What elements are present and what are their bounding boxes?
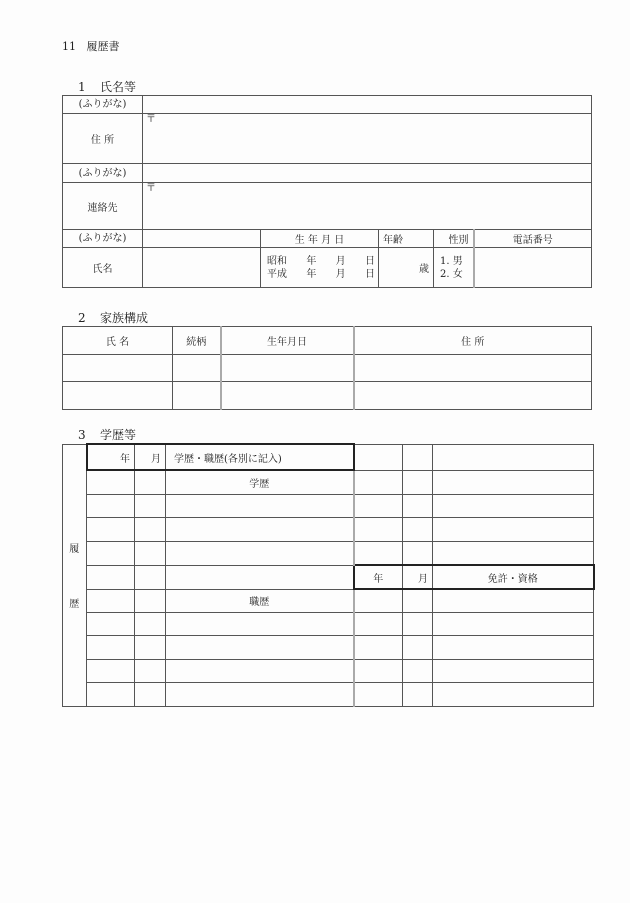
name-furigana-field[interactable]: [143, 230, 261, 248]
section2-title: [78, 309, 148, 326]
month-cell[interactable]: [135, 635, 166, 659]
license-month-cell[interactable]: [403, 589, 433, 612]
era-heisei: 平成: [267, 268, 287, 280]
license-month-cell[interactable]: [403, 659, 433, 682]
cell[interactable]: [354, 517, 403, 541]
cell[interactable]: [403, 541, 433, 565]
table-row: [63, 355, 592, 382]
section2-number: 2: [78, 311, 86, 325]
birthdate-field[interactable]: [261, 248, 379, 288]
year-cell[interactable]: [87, 517, 135, 541]
year-cell[interactable]: [87, 470, 135, 494]
cell[interactable]: [354, 541, 403, 565]
month-cell[interactable]: [135, 589, 166, 612]
license-cell[interactable]: [433, 635, 594, 659]
gender-field[interactable]: [434, 248, 474, 288]
family-address-cell[interactable]: [354, 382, 592, 410]
family-birthdate-cell[interactable]: [221, 382, 354, 410]
postal-mark-icon: 〒: [146, 114, 156, 125]
age-header: 年齢: [379, 230, 434, 248]
month-unit: 月: [335, 255, 346, 267]
license-cell[interactable]: [433, 612, 594, 635]
cell[interactable]: [403, 470, 433, 494]
license-year-cell[interactable]: [354, 659, 403, 682]
family-relation-cell[interactable]: [173, 382, 221, 410]
history-cell[interactable]: [166, 541, 354, 565]
side-label-reki: 歴: [69, 599, 80, 610]
cell[interactable]: [433, 470, 594, 494]
phone-field[interactable]: [474, 248, 592, 288]
birthdate-header: 生 年 月 日: [261, 230, 379, 248]
phone-header: 電話番号: [474, 230, 592, 248]
license-year-header: 年: [354, 565, 403, 589]
cell[interactable]: [354, 470, 403, 494]
family-name-header: 氏 名: [63, 327, 173, 355]
name-field[interactable]: [143, 248, 261, 288]
month-cell[interactable]: [135, 494, 166, 517]
history-side-label: [63, 444, 87, 706]
contact-label: 連絡先: [63, 183, 143, 230]
cell[interactable]: [433, 517, 594, 541]
month-cell[interactable]: [135, 541, 166, 565]
section3-title: [78, 426, 136, 443]
address-furigana-field[interactable]: [143, 96, 592, 114]
document-title: [62, 38, 120, 54]
history-header: 学歴・職歴(各別に記入): [166, 444, 354, 470]
year-cell[interactable]: [87, 612, 135, 635]
year-cell[interactable]: [87, 494, 135, 517]
era-showa: 昭和: [267, 255, 287, 267]
family-relation-header: 続柄: [173, 327, 221, 355]
postal-mark-icon: 〒: [146, 183, 156, 194]
work-label: 職歴: [166, 589, 354, 612]
year-cell[interactable]: [87, 541, 135, 565]
month-cell[interactable]: [135, 612, 166, 635]
year-cell[interactable]: [87, 659, 135, 682]
license-cell[interactable]: [433, 659, 594, 682]
license-year-cell[interactable]: [354, 682, 403, 706]
contact-field[interactable]: [143, 183, 592, 230]
section2-title-text: 家族構成: [100, 311, 149, 325]
furigana-label: (ふりがな): [63, 164, 143, 183]
personal-info-table: [62, 95, 592, 288]
gender-female-option[interactable]: 2. 女: [440, 268, 463, 280]
age-unit: 歳: [419, 264, 429, 275]
history-cell[interactable]: [166, 565, 354, 589]
year-header: 年: [87, 444, 135, 470]
month-cell[interactable]: [135, 682, 166, 706]
furigana-label: (ふりがな): [63, 230, 143, 248]
month-cell[interactable]: [135, 659, 166, 682]
day-unit: 日: [364, 268, 375, 280]
family-relation-cell[interactable]: [173, 355, 221, 382]
document-title-number: 11: [62, 40, 76, 53]
cell[interactable]: [433, 541, 594, 565]
cell[interactable]: [403, 444, 433, 470]
history-cell[interactable]: [166, 635, 354, 659]
license-month-cell[interactable]: [403, 635, 433, 659]
month-cell[interactable]: [135, 470, 166, 494]
year-unit: 年: [306, 255, 317, 267]
month-header: 月: [135, 444, 166, 470]
family-name-cell[interactable]: [63, 382, 173, 410]
year-cell[interactable]: [87, 635, 135, 659]
address-label: 住 所: [63, 114, 143, 164]
family-address-header: 住 所: [354, 327, 592, 355]
license-cell[interactable]: [433, 682, 594, 706]
license-month-header: 月: [403, 565, 433, 589]
history-cell[interactable]: [166, 612, 354, 635]
family-address-cell[interactable]: [354, 355, 592, 382]
section1-number: 1: [78, 80, 86, 94]
section1-title: [78, 78, 136, 95]
contact-furigana-field[interactable]: [143, 164, 592, 183]
section3-number: 3: [78, 428, 86, 442]
family-birthdate-cell[interactable]: [221, 355, 354, 382]
license-month-cell[interactable]: [403, 682, 433, 706]
year-cell[interactable]: [87, 565, 135, 589]
section1-title-text: 氏名等: [100, 80, 137, 94]
furigana-label: (ふりがな): [63, 96, 143, 114]
year-cell[interactable]: [87, 682, 135, 706]
history-cell[interactable]: [166, 682, 354, 706]
license-year-cell[interactable]: [354, 589, 403, 612]
cell[interactable]: [403, 494, 433, 517]
education-label: 学歴: [166, 470, 354, 494]
family-birthdate-header: 生年月日: [221, 327, 354, 355]
address-field[interactable]: [143, 114, 592, 164]
year-unit: 年: [306, 268, 317, 280]
cell[interactable]: [433, 494, 594, 517]
license-header: 免許・資格: [433, 565, 594, 589]
month-unit: 月: [335, 268, 346, 280]
cell[interactable]: [354, 494, 403, 517]
cell[interactable]: [403, 517, 433, 541]
day-unit: 日: [364, 255, 375, 267]
table-row: [63, 382, 592, 410]
document-title-text: 履歴書: [86, 40, 120, 53]
year-cell[interactable]: [87, 589, 135, 612]
license-year-cell[interactable]: [354, 635, 403, 659]
history-cell[interactable]: [166, 659, 354, 682]
month-cell[interactable]: [135, 565, 166, 589]
section3-title-text: 学歴等: [100, 428, 137, 442]
history-cell[interactable]: [166, 517, 354, 541]
cell[interactable]: [433, 444, 594, 470]
side-label-ri: 履: [69, 544, 80, 555]
cell[interactable]: [354, 444, 403, 470]
gender-male-option[interactable]: 1. 男: [440, 255, 463, 267]
family-name-cell[interactable]: [63, 355, 173, 382]
license-cell[interactable]: [433, 589, 594, 612]
gender-header: 性別: [434, 230, 474, 248]
name-label: 氏名: [63, 248, 143, 288]
license-month-cell[interactable]: [403, 612, 433, 635]
family-table: [62, 326, 592, 410]
history-table: [62, 443, 595, 707]
license-year-cell[interactable]: [354, 612, 403, 635]
month-cell[interactable]: [135, 517, 166, 541]
age-field[interactable]: [379, 248, 434, 288]
history-cell[interactable]: [166, 494, 354, 517]
